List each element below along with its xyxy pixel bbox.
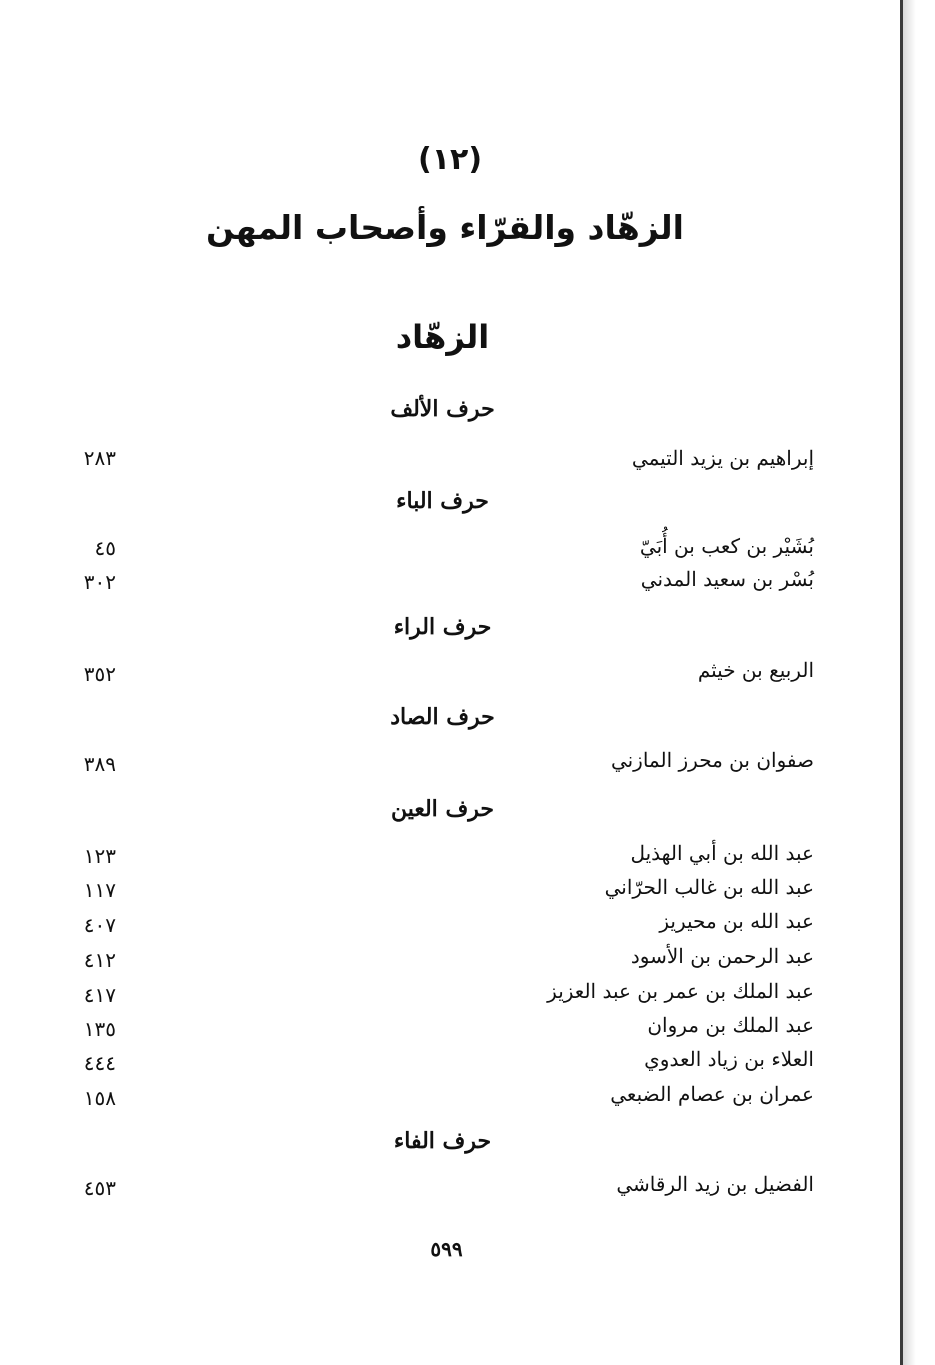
page-edge-shade	[903, 0, 935, 1365]
entry-page: ٤٠٧	[83, 913, 116, 937]
entry-name: عبد الرحمن بن الأسود	[630, 944, 814, 968]
section-title: الزهّاد	[395, 318, 490, 356]
entry-page: ٤٤٤	[83, 1051, 116, 1075]
entry-page: ٤١٧	[83, 983, 116, 1007]
entry-name: عبد الملك بن مروان	[647, 1013, 814, 1037]
chapter-number: (١٢)	[417, 142, 483, 177]
letter-heading-ain: حرف العين	[390, 796, 495, 822]
entry-name: الفضيل بن زيد الرقاشي	[616, 1172, 814, 1196]
entry-name: صفوان بن محرز المازني	[610, 748, 814, 772]
entry-name: بُسْر بن سعيد المدني	[640, 567, 814, 591]
entry-page: ١١٧	[83, 878, 116, 902]
entry-name: بُشَيْر بن كعب بن أُبَيّ	[639, 534, 814, 558]
entry-name: الربيع بن خيثم	[697, 658, 814, 682]
entry-page: ١٢٣	[83, 844, 116, 868]
entry-name: عبد الملك بن عمر بن عبد العزيز	[547, 979, 814, 1003]
letter-heading-ba: حرف الباء	[396, 488, 489, 514]
entry-page: ٣٨٩	[83, 752, 116, 776]
entry-page: ٣٥٢	[83, 662, 116, 686]
entry-page: ٤٥٣	[83, 1176, 116, 1200]
entry-page: ١٥٨	[83, 1086, 116, 1110]
entry-name: العلاء بن زياد العدوي	[644, 1047, 814, 1071]
entry-name: عبد الله بن غالب الحرّاني	[604, 875, 814, 899]
entry-name: إبراهيم بن يزيد التيمي	[631, 446, 814, 470]
page-number: ٥٩٩	[430, 1237, 463, 1261]
entry-page: ١٣٥	[83, 1017, 116, 1041]
entry-name: عمران بن عصام الضبعي	[610, 1082, 814, 1106]
letter-heading-fa: حرف الفاء	[393, 1128, 492, 1154]
letter-heading-sad: حرف الصاد	[390, 704, 495, 730]
entry-page: ٤٥	[94, 536, 116, 560]
entry-page: ٢٨٣	[83, 446, 116, 470]
entry-name: عبد الله بن محيريز	[659, 909, 814, 933]
entry-page: ٣٠٢	[83, 570, 116, 594]
letter-heading-alif: حرف الألف	[390, 396, 495, 422]
chapter-title: الزهّاد والقرّاء وأصحاب المهن	[206, 208, 684, 247]
entry-name: عبد الله بن أبي الهذيل	[630, 841, 814, 865]
letter-heading-ra: حرف الراء	[393, 614, 492, 640]
entry-page: ٤١٢	[83, 948, 116, 972]
